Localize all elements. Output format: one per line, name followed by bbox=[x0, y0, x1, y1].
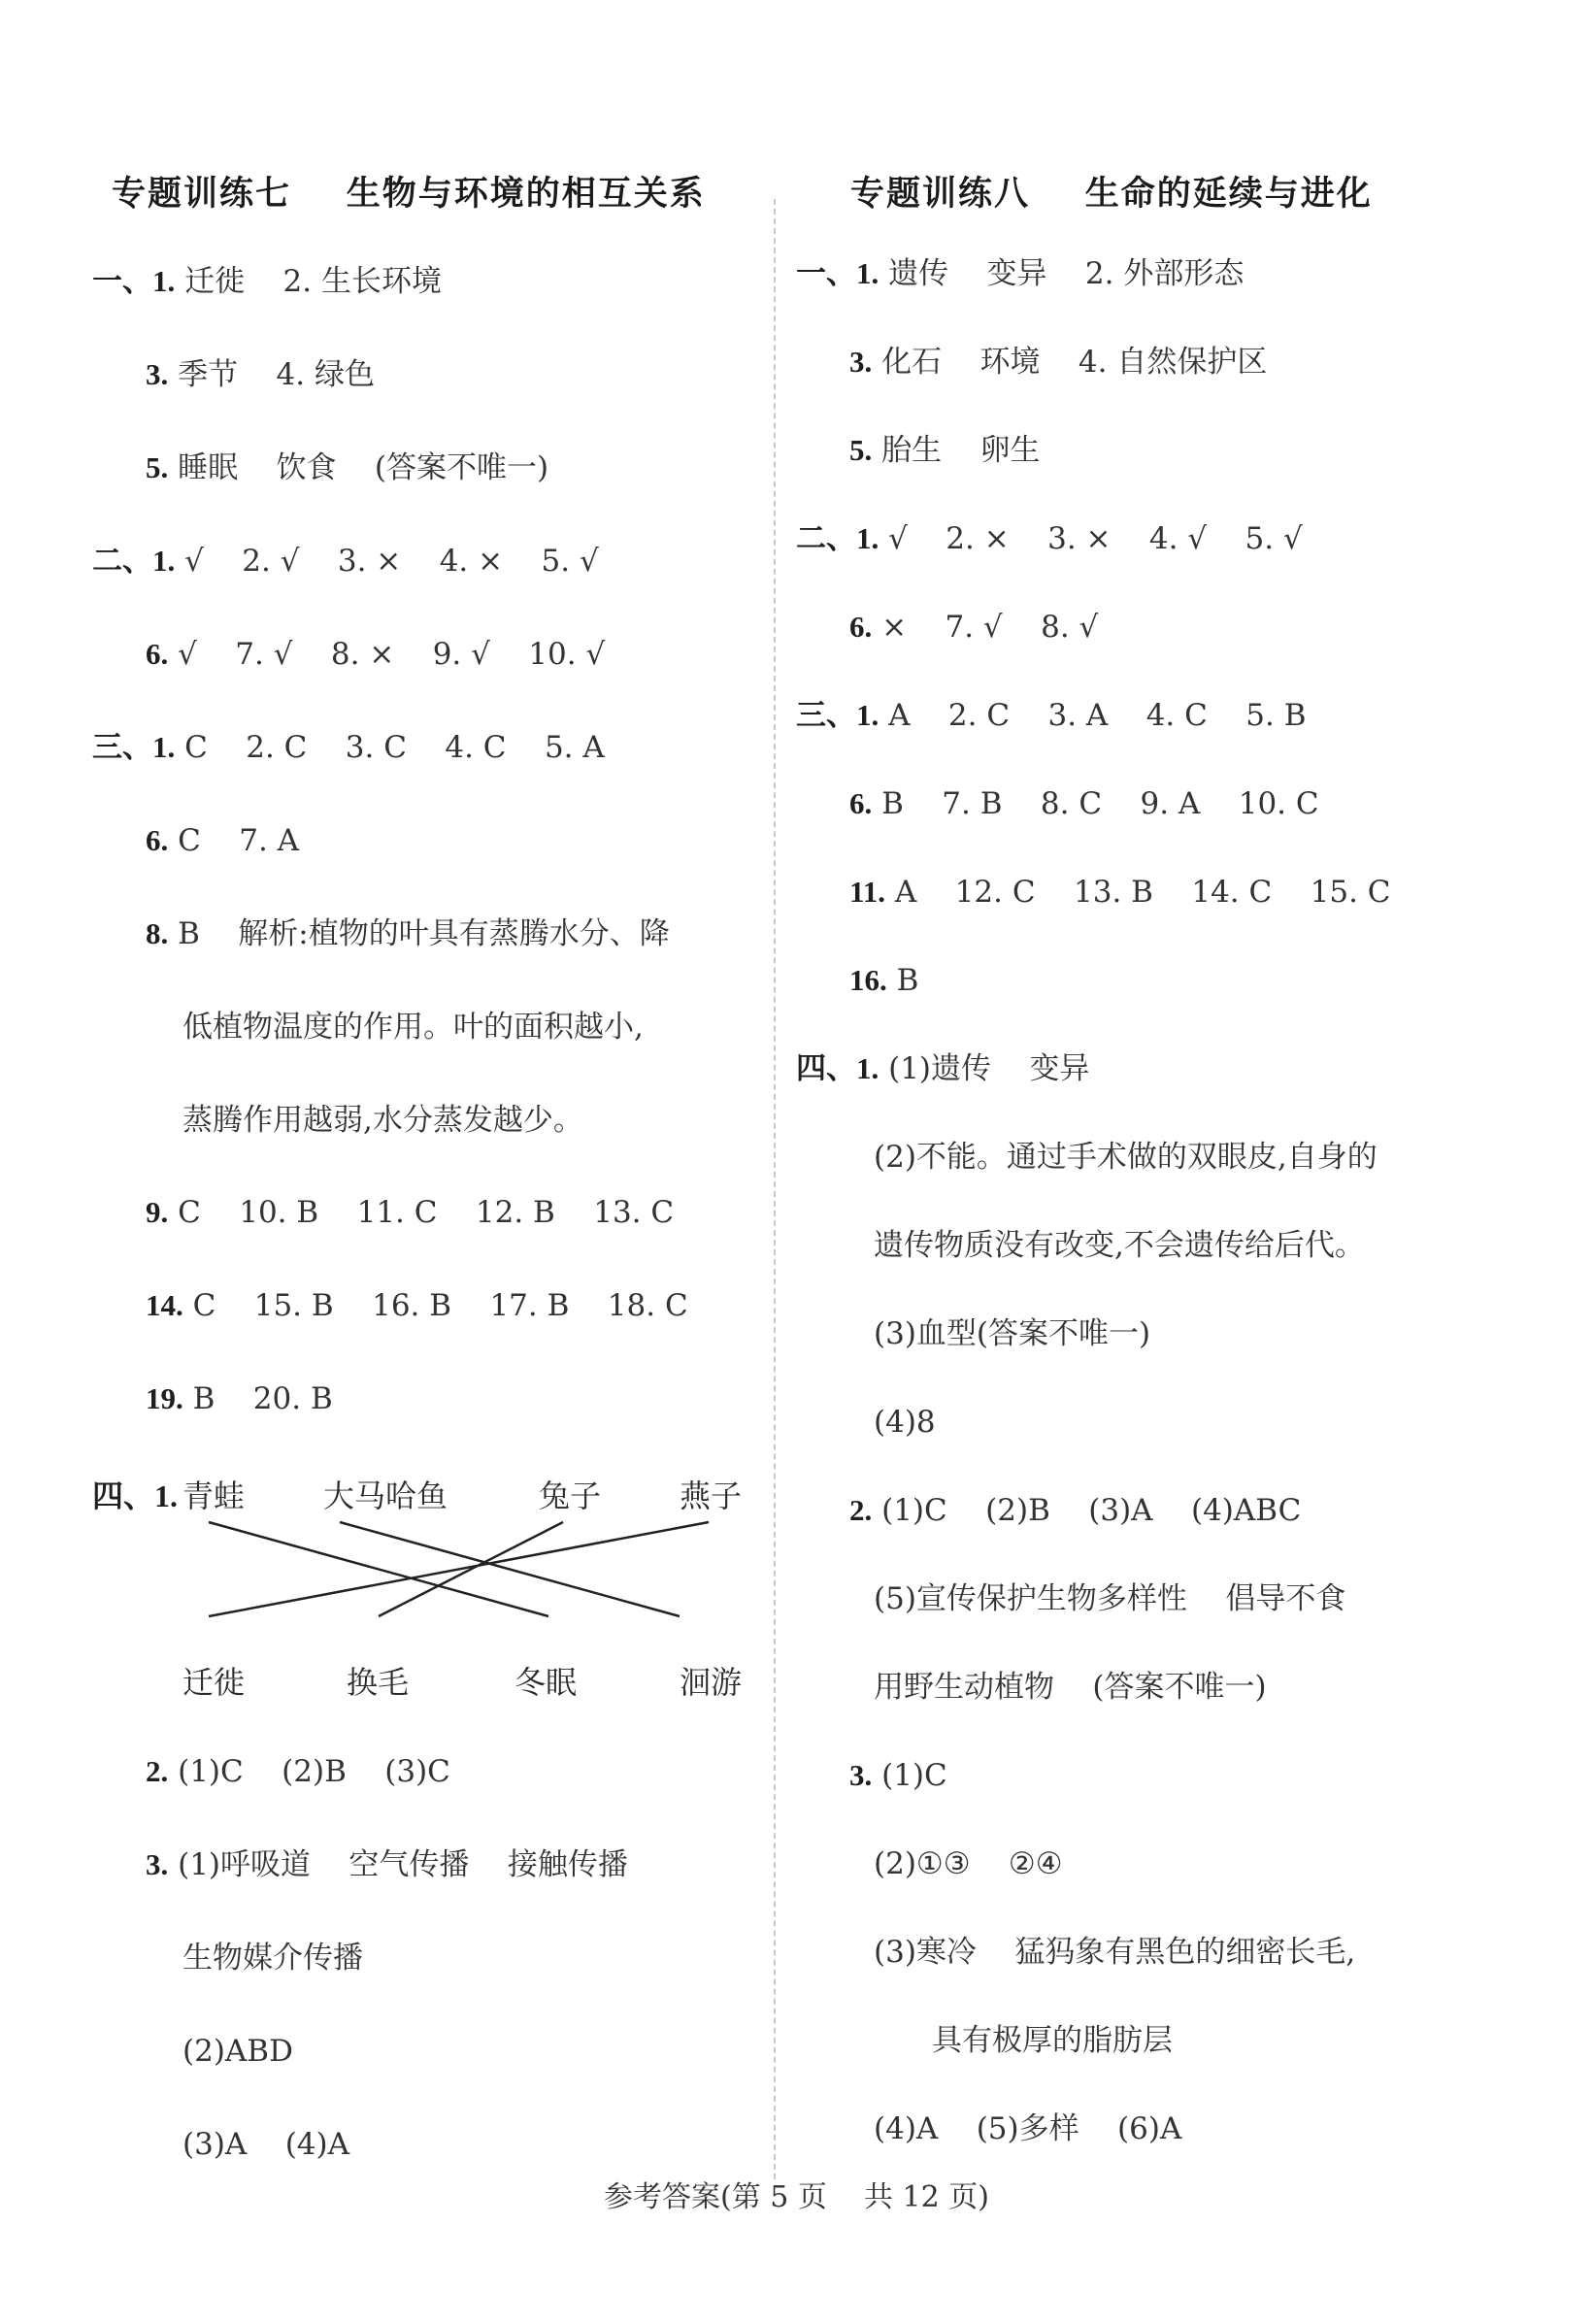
answer-text: C 10. B 11. C 12. B 13. C bbox=[168, 1195, 675, 1230]
answer-text: (2)ABD bbox=[183, 2034, 293, 2069]
answer-text: (4)8 bbox=[874, 1405, 936, 1440]
answer-line bbox=[849, 343, 1267, 382]
answer-line bbox=[874, 1226, 1365, 1265]
answer-line bbox=[849, 431, 1041, 470]
answer-line bbox=[874, 1138, 1377, 1177]
answer-line bbox=[874, 1403, 936, 1442]
answer-text: 睡眠 饮食 (答案不唯一) bbox=[168, 450, 549, 485]
answer-line bbox=[146, 1752, 450, 1791]
right-column bbox=[777, 0, 1593, 2324]
answer-text: 化石 环境 4. 自然保护区 bbox=[872, 345, 1268, 380]
question-number: 8. bbox=[146, 916, 169, 950]
answer-text: B 7. B 8. C 9. A 10. C bbox=[872, 786, 1319, 821]
answer-text: 用野生动植物 (答案不唯一) bbox=[874, 1670, 1267, 1705]
question-number: 二、1. bbox=[796, 521, 879, 555]
answer-line bbox=[849, 784, 1319, 823]
question-number: 19. bbox=[146, 1381, 183, 1415]
section-title-7: 专题训练七 生物与环境的相互关系 bbox=[112, 175, 706, 214]
question-number: 三、1. bbox=[92, 730, 176, 764]
question-number: 11. bbox=[849, 875, 886, 909]
answer-text: (1)C bbox=[872, 1758, 947, 1793]
answer-text: B bbox=[886, 963, 919, 998]
answer-text: 胎生 卵生 bbox=[872, 433, 1041, 468]
matching-prefix: 四、1. bbox=[92, 1478, 179, 1513]
question-number: 一、1. bbox=[92, 264, 176, 298]
answer-text: (1)遗传 变异 bbox=[879, 1051, 1090, 1086]
answer-line bbox=[932, 2021, 1173, 2060]
behavior-label: 冬眠 bbox=[514, 1664, 578, 1701]
question-number: 6. bbox=[146, 823, 169, 857]
page-footer: 参考答案(第 5 页 共 12 页) bbox=[604, 2180, 989, 2214]
answer-text: 遗传 变异 2. 外部形态 bbox=[879, 256, 1245, 291]
answer-text: (3)A (4)A bbox=[183, 2127, 350, 2162]
answer-line bbox=[796, 696, 1307, 735]
question-number: 二、1. bbox=[92, 544, 176, 578]
answer-text: (2)不能。通过手术做的双眼皮,自身的 bbox=[874, 1140, 1377, 1175]
answer-text: (3)寒冷 猛犸象有黑色的细密长毛, bbox=[874, 1935, 1356, 1970]
answer-text: 季节 4. 绿色 bbox=[168, 357, 375, 392]
question-number: 3. bbox=[146, 1847, 169, 1881]
behavior-label: 洄游 bbox=[680, 1664, 743, 1701]
behavior-label: 迁徙 bbox=[183, 1664, 246, 1701]
question-number: 一、1. bbox=[796, 256, 879, 290]
answer-text: 低植物温度的作用。叶的面积越小, bbox=[183, 1010, 644, 1045]
answer-text: A 2. C 3. A 4. C 5. B bbox=[879, 698, 1307, 733]
answer-line bbox=[796, 519, 1303, 558]
question-number: 2. bbox=[849, 1493, 873, 1527]
question-number: 3. bbox=[849, 1758, 873, 1792]
answer-line bbox=[183, 2125, 349, 2164]
answer-line bbox=[874, 1668, 1267, 1707]
answer-line bbox=[874, 1844, 1063, 1883]
answer-line bbox=[183, 2032, 293, 2071]
animal-label: 兔子 bbox=[539, 1477, 602, 1514]
answer-text: (5)宣传保护生物多样性 倡导不食 bbox=[874, 1581, 1346, 1616]
question-number: 三、1. bbox=[796, 698, 879, 732]
answer-line bbox=[874, 2109, 1181, 2148]
animal-label: 燕子 bbox=[680, 1477, 743, 1514]
question-number: 6. bbox=[146, 637, 169, 671]
answer-line bbox=[874, 1314, 1150, 1353]
answer-line bbox=[796, 1049, 1089, 1088]
answer-line bbox=[874, 1933, 1355, 1972]
answer-text: (1)C (2)B (3)C bbox=[168, 1754, 450, 1789]
answer-text: 具有极厚的脂肪层 bbox=[932, 2023, 1173, 2058]
behavior-label: 换毛 bbox=[347, 1664, 410, 1701]
answer-line bbox=[146, 1845, 628, 1884]
answer-text: B 20. B bbox=[183, 1381, 333, 1416]
answer-line bbox=[849, 961, 918, 1000]
column-divider bbox=[774, 199, 776, 2179]
answer-text: B 解析:植物的叶具有蒸腾水分、降 bbox=[168, 916, 670, 951]
answer-text: (1)C (2)B (3)A (4)ABC bbox=[872, 1493, 1302, 1528]
answer-text: 迁徙 2. 生长环境 bbox=[175, 264, 442, 299]
left-column bbox=[0, 0, 777, 2324]
answer-text: (4)A (5)多样 (6)A bbox=[874, 2111, 1182, 2146]
answer-text: 蒸腾作用越弱,水分蒸发越少。 bbox=[183, 1103, 583, 1138]
answer-text: √ 2. × 3. × 4. √ 5. √ bbox=[879, 521, 1303, 556]
answer-text: × 7. √ 8. √ bbox=[872, 610, 1099, 645]
answer-text: (1)呼吸道 空气传播 接触传播 bbox=[168, 1847, 628, 1882]
answer-line bbox=[849, 873, 1391, 912]
animal-label: 青蛙 bbox=[183, 1477, 246, 1514]
answer-text: 遗传物质没有改变,不会遗传给后代。 bbox=[874, 1228, 1365, 1263]
answer-line bbox=[849, 1491, 1301, 1530]
question-number: 四、1. bbox=[796, 1051, 879, 1085]
answer-text: (3)血型(答案不唯一) bbox=[874, 1316, 1151, 1351]
answer-text: 生物媒介传播 bbox=[183, 1941, 363, 1975]
match-line-rabbit-molt bbox=[379, 1522, 563, 1616]
answer-text: √ 2. √ 3. × 4. × 5. √ bbox=[175, 544, 599, 579]
answer-line bbox=[849, 608, 1098, 647]
answer-text: √ 7. √ 8. × 9. √ 10. √ bbox=[168, 637, 606, 672]
section-title-8: 专题训练八 生命的延续与进化 bbox=[850, 175, 1373, 214]
question-number: 5. bbox=[849, 433, 873, 467]
answer-text: (2)①③ ②④ bbox=[874, 1846, 1063, 1881]
question-number: 6. bbox=[849, 610, 873, 644]
answer-line bbox=[796, 254, 1244, 293]
answer-line bbox=[874, 1579, 1345, 1618]
answer-text: C 2. C 3. C 4. C 5. A bbox=[175, 730, 605, 765]
animal-label: 大马哈鱼 bbox=[323, 1477, 448, 1514]
question-number: 14. bbox=[146, 1288, 183, 1322]
question-number: 5. bbox=[146, 450, 169, 484]
answer-line bbox=[849, 1756, 947, 1795]
question-number: 3. bbox=[849, 345, 873, 379]
question-number: 9. bbox=[146, 1195, 169, 1229]
question-number: 3. bbox=[146, 357, 169, 391]
question-number: 6. bbox=[849, 786, 873, 820]
answer-text: A 12. C 13. B 14. C 15. C bbox=[885, 875, 1391, 910]
question-number: 16. bbox=[849, 963, 887, 997]
matching-lines bbox=[0, 0, 777, 1670]
question-number: 2. bbox=[146, 1754, 169, 1788]
answer-text: C 15. B 16. B 17. B 18. C bbox=[183, 1288, 688, 1323]
match-line-frog-hibernate bbox=[209, 1522, 548, 1616]
answer-text: C 7. A bbox=[168, 823, 300, 858]
answer-line bbox=[183, 1939, 363, 1977]
match-line-swallow-migrate bbox=[209, 1522, 709, 1616]
